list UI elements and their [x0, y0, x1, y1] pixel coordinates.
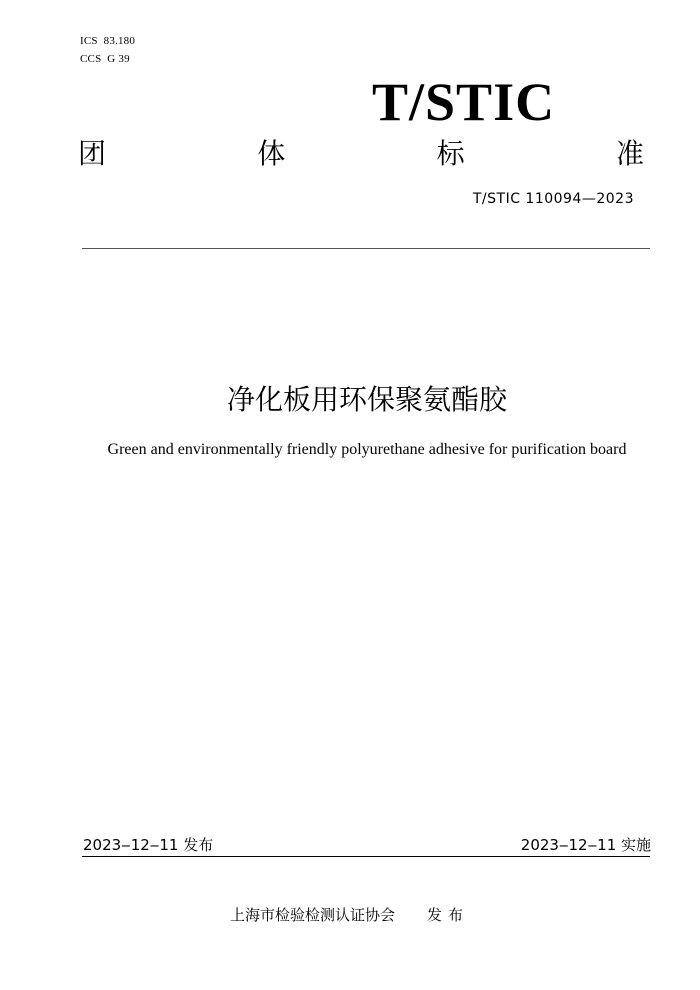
standard-type-char: 体: [257, 137, 286, 170]
standard-type-char: 准: [615, 137, 644, 170]
organization-logo: T/STIC: [372, 72, 556, 132]
issue-date: 2023‒12‒11 发布: [83, 836, 214, 854]
standard-type-char: 标: [436, 137, 465, 170]
standard-type-heading: [78, 134, 644, 174]
document-title-chinese: 净化板用环保聚氨酯胶: [226, 383, 507, 416]
publish-action: 发布: [427, 906, 470, 924]
standard-number: T/STIC 110094—2023: [472, 191, 634, 207]
footer-divider: [82, 856, 650, 857]
publisher-line: [230, 904, 469, 925]
publisher-name: 上海市检验检测认证协会: [230, 906, 396, 924]
document-title-english: Green and environmentally friendly polyurethane adhesive for purification board: [107, 441, 627, 458]
ics-code: ICS 83.180: [80, 35, 136, 47]
implementation-date: 2023‒12‒11 实施: [520, 836, 651, 854]
standard-type-char: 团: [78, 137, 107, 170]
header-divider: [82, 248, 650, 249]
ccs-code: CCS G 39: [80, 53, 130, 65]
